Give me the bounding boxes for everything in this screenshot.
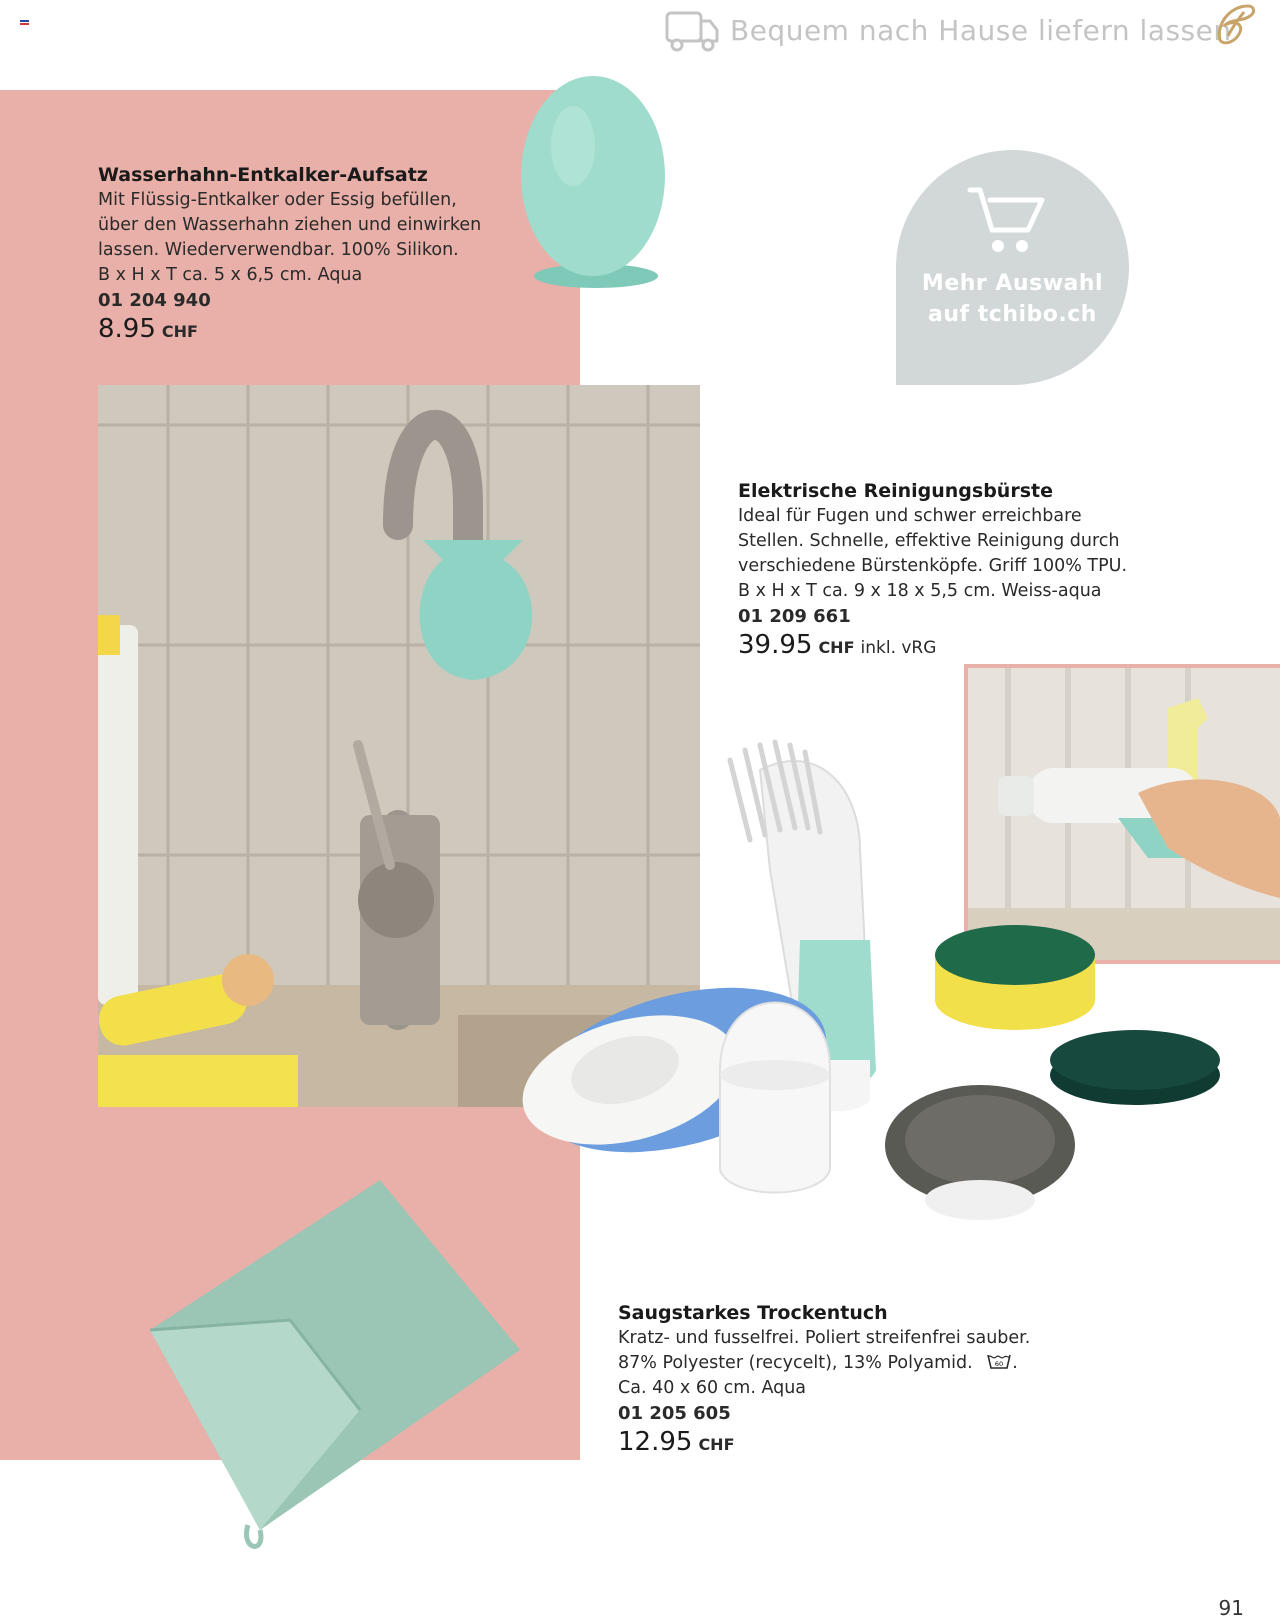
bubble-line: Mehr Auswahl: [921, 271, 1104, 296]
bubble-text: [896, 268, 1129, 330]
more-selection-bubble[interactable]: [896, 150, 1129, 385]
product-description-line: Stellen. Schnelle, effektive Reinigung durch: [738, 531, 1120, 551]
article-number: 01 205 605: [618, 1403, 731, 1424]
product-description-line: Kratz- und fusselfrei. Poliert streifenfrei sauber.: [618, 1328, 1031, 1348]
shopping-cart-icon: [966, 186, 1052, 256]
product-description-line: verschiedene Bürstenköpfe. Griff 100% TPU.: [738, 556, 1128, 576]
electric-brush-set-image: [520, 730, 1220, 1270]
product-electric-brush: [738, 478, 1138, 661]
wash-60-icon: [986, 1352, 1012, 1370]
product-description-line: lassen. Wiederverwendbar. 100% Silikon.: [98, 240, 459, 260]
product-drying-cloth: [618, 1300, 1058, 1457]
product-description-line-with-icon: [618, 1351, 1058, 1376]
product-decalcifier: [98, 162, 498, 344]
price-extra-note: inkl. vRG: [860, 638, 937, 658]
article-number: 01 209 661: [738, 606, 851, 627]
delivery-banner: [664, 4, 1232, 56]
product-title: Wasserhahn-Entkalker-Aufsatz: [98, 164, 428, 186]
product-title: Elektrische Reinigungsbürste: [738, 480, 1053, 502]
product-description-line: Ideal für Fugen und schwer erreichbare: [738, 506, 1082, 526]
price: 12.95: [618, 1427, 693, 1457]
price: 8.95: [98, 314, 156, 344]
punctuation: .: [1012, 1353, 1018, 1373]
product-description-line: B x H x T ca. 5 x 6,5 cm. Aqua: [98, 265, 363, 285]
price: 39.95: [738, 630, 813, 660]
price-row: [618, 1427, 1058, 1457]
product-title: Saugstarkes Trockentuch: [618, 1302, 888, 1324]
price-row: [98, 314, 498, 344]
delivery-text: Bequem nach Hause liefern lassen: [730, 13, 1232, 47]
currency: CHF: [698, 1435, 735, 1454]
delivery-truck-icon: [664, 7, 720, 53]
language-flag-icon[interactable]: [20, 20, 29, 27]
drying-cloth-image: [140, 1170, 520, 1550]
product-description-line: 87% Polyester (recycelt), 13% Polyamid.: [618, 1353, 973, 1373]
currency: CHF: [161, 322, 198, 341]
product-description-line: Mit Flüssig-Entkalker oder Essig befüllen,: [98, 190, 457, 210]
page-number: 91: [1218, 1596, 1244, 1620]
currency: CHF: [818, 638, 855, 657]
price-row: [738, 630, 1138, 661]
svg-text:60: 60: [995, 1360, 1004, 1368]
bubble-line: auf tchibo.ch: [928, 302, 1097, 327]
tchibo-logo-icon[interactable]: [1210, 0, 1260, 50]
product-description-line: B x H x T ca. 9 x 18 x 5,5 cm. Weiss-aqua: [738, 581, 1102, 601]
article-number: 01 204 940: [98, 290, 211, 311]
decalcifier-attachment-image: [518, 76, 668, 296]
product-description-line: über den Wasserhahn ziehen und einwirken: [98, 215, 482, 235]
product-description-line: Ca. 40 x 60 cm. Aqua: [618, 1378, 807, 1398]
